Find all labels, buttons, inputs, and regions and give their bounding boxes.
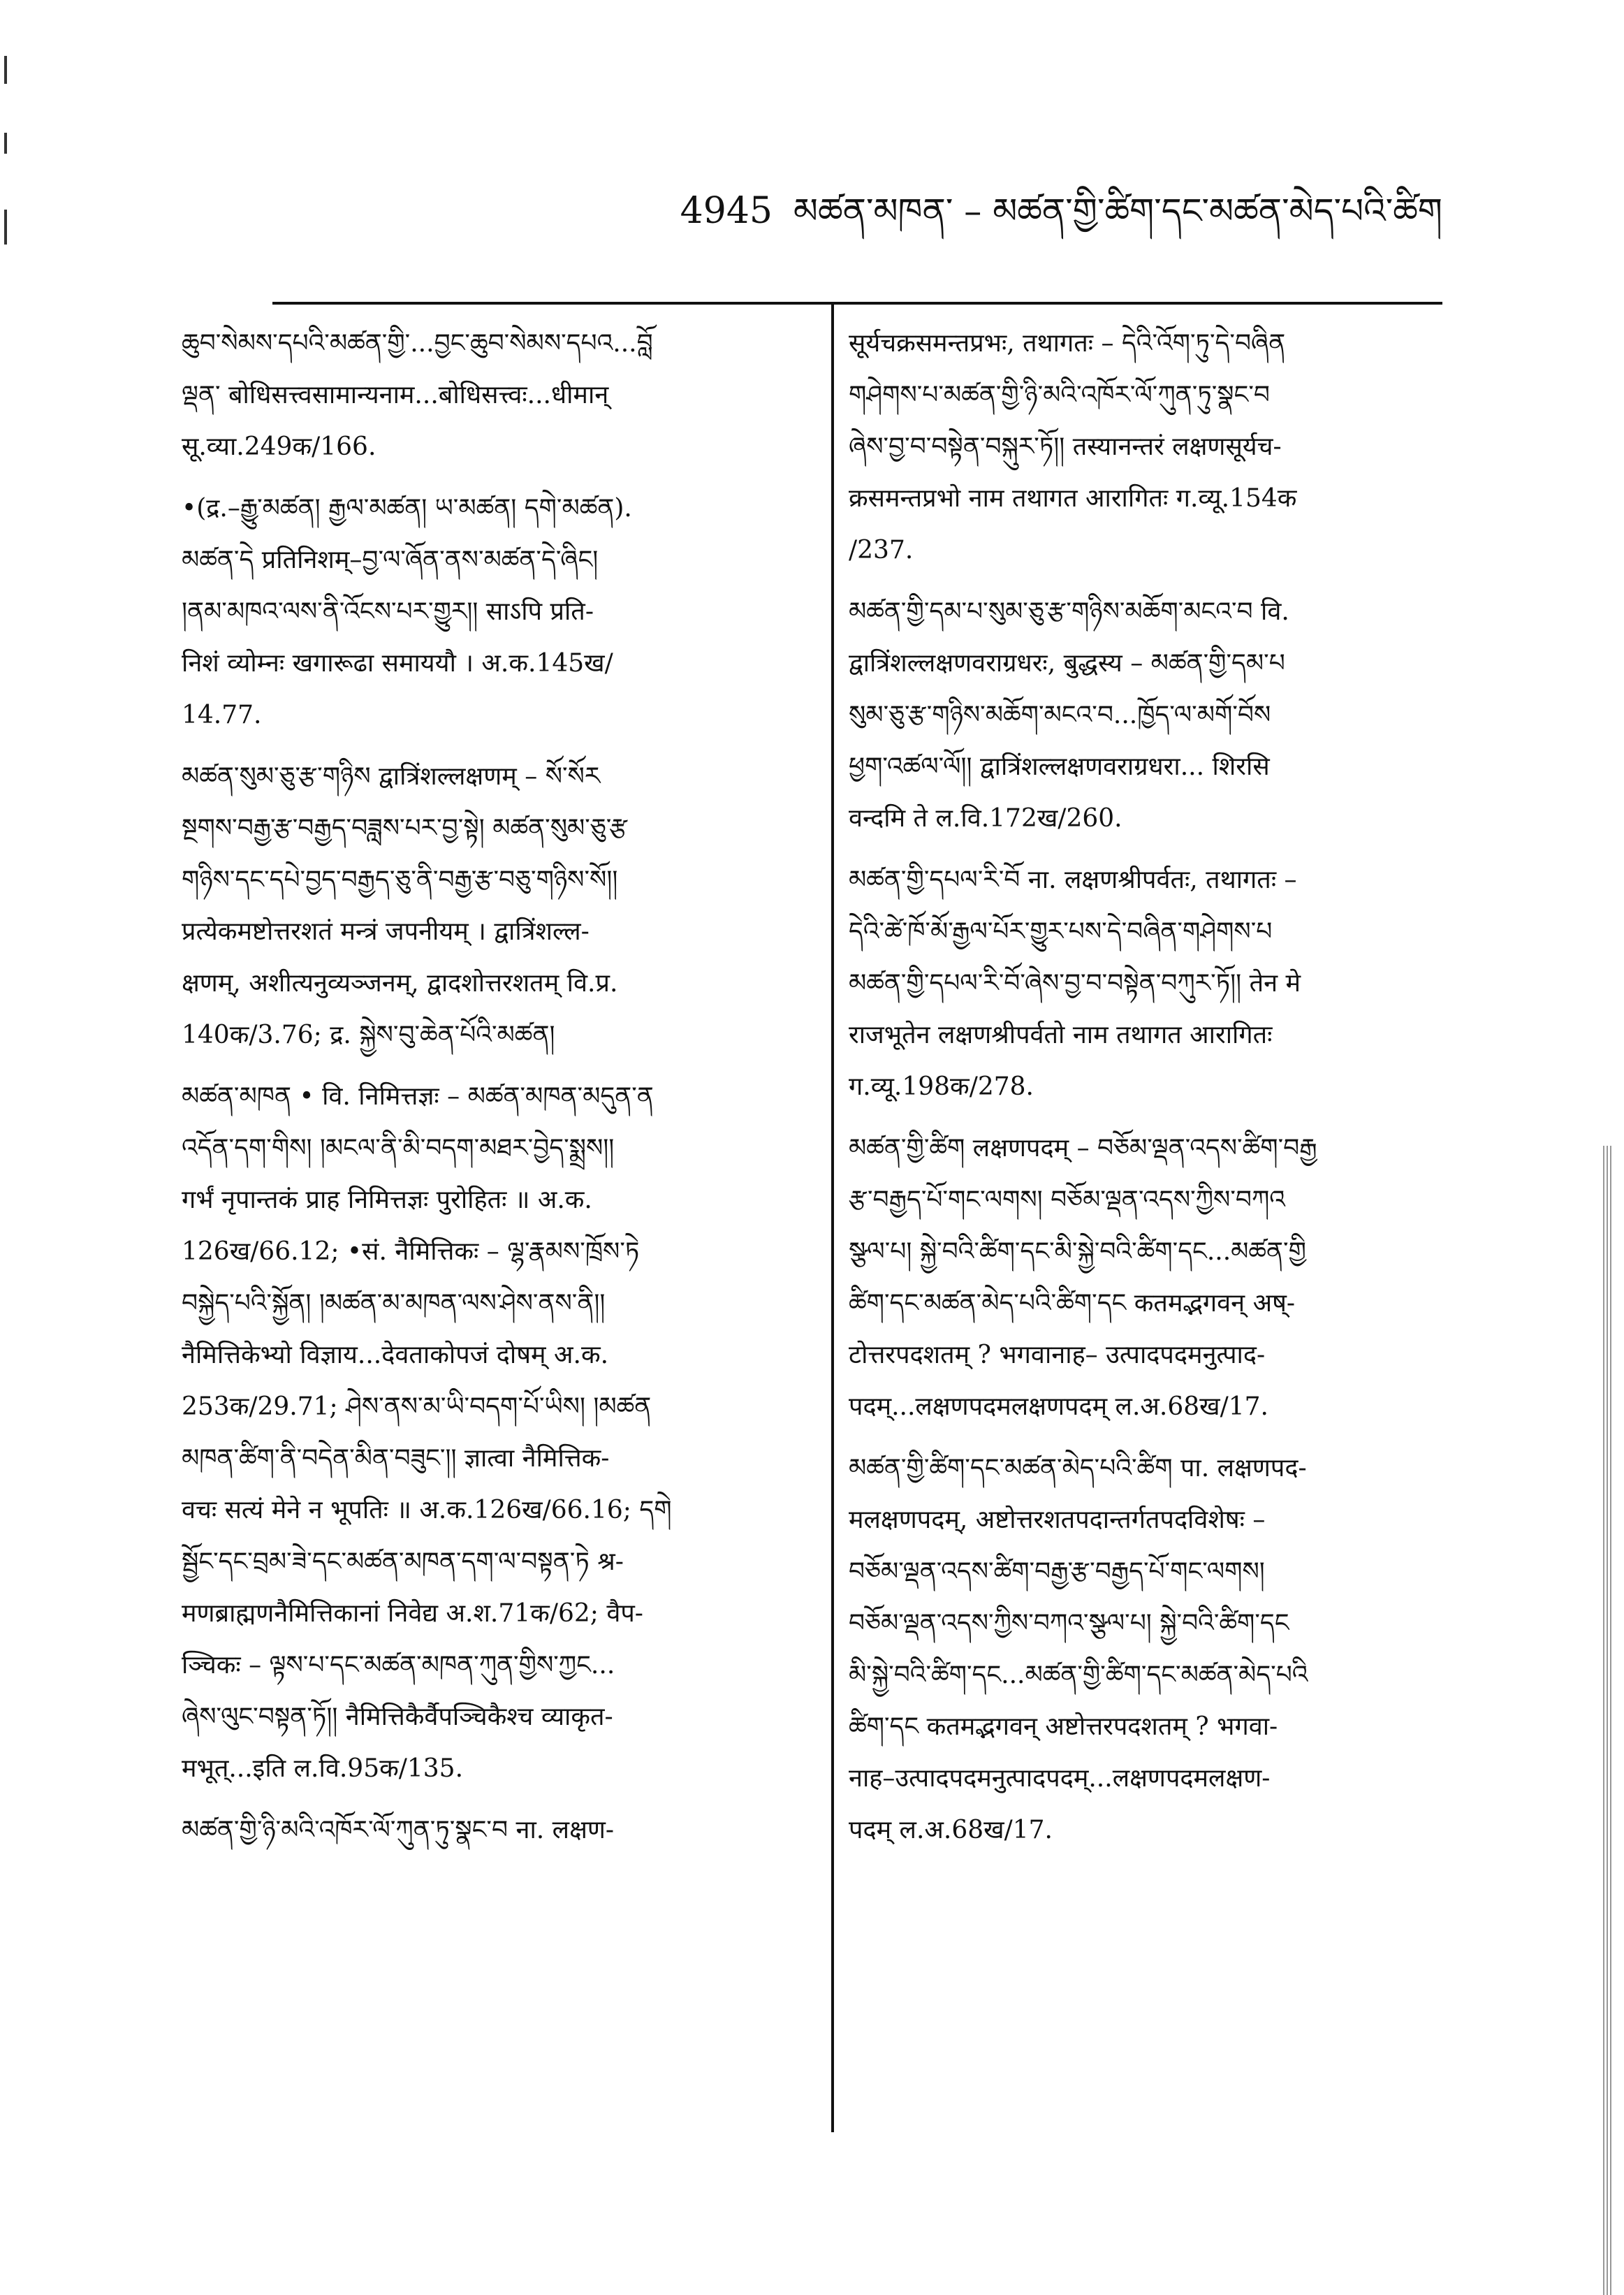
entry-line: ཞེས་ལུང་བསྟན་ཏོ།། नैमित्तिकैर्वैपञ्चिकैश्च व्याकृत- — [182, 1703, 613, 1731]
entry-line: 126ख/66.12; •सं. नैमित्तिकः – ལྷ་རྣམས་ཁྲོས་ཏེ — [182, 1237, 640, 1266]
entry-line: རྩ་བརྒྱད་པོ་གང་ལགས། བཅོམ་ལྡན་འདས་ཀྱིས་བཀའ — [849, 1186, 1285, 1214]
running-header — [680, 190, 1442, 232]
entry-line: पदम्...लक्षणपदमलक्षणपदम् ल.अ.68ख/17. — [849, 1392, 1268, 1421]
entry-line: བསྐྱེད་པའི་སྐྱོན། །མཚན་མ་མཁན་ལས་ཤེས་ནས་ནི།། — [182, 1289, 606, 1318]
entry-line: ཕྱག་འཚལ་ལོ།། द्वात्रिंशल्लक्षणवराग्रधरा... शिरसि — [849, 752, 1270, 781]
dictionary-entry — [182, 483, 810, 741]
entry-line: गर्भं नृपान्तकं प्राह निमित्तज्ञः पुरोहितः ॥ अ.क. — [182, 1186, 592, 1214]
entry-line: वचः सत्यं मेने न भूपतिः ॥ अ.क.126ख/66.16; དགེ — [182, 1496, 672, 1524]
entry-line: སྦྱོང་དང་བྲམ་ཟེ་དང་མཚན་མཁན་དག་ལ་བསྟན་ཏེ श्र- — [182, 1547, 624, 1576]
entry-line: ལྡན་ बोधिसत्त्वसामान्यनाम...बोधिसत्त्वः...धीमान् — [182, 381, 609, 409]
dictionary-entry — [182, 1071, 810, 1795]
entry-line: ཞེས་བྱ་བ་བསྟེན་བསྐུར་ཏོ།། तस्यानन्तरं लक्षणसूर्यच- — [849, 432, 1282, 461]
dictionary-entry — [849, 1443, 1463, 1856]
entry-line: प्रत्येकमष्टोत्तरशतं मन्त्रं जपनीयम् । द्वात्रिंशल्ल- — [182, 917, 590, 946]
entry-line: གཉིས་དང་དཔེ་བྱད་བརྒྱད་ཅུ་ནི་བརྒྱ་རྩ་བཅུ་གཉིས་སོ།། — [182, 866, 618, 894]
entry-line: ཚིག་དང कतमद्भगवन् अष्टोत्तरपदशतम् ? भगवा- — [849, 1712, 1278, 1741]
entry-line: मणब्राह्मणनैमित्तिकानां निवेद्य अ.श.71क/62; वैप- — [182, 1599, 643, 1628]
entry-line: नाह–उत्पादपदमनुत्पादपदम्...लक्षणपदमलक्षण- — [849, 1764, 1271, 1793]
dictionary-entry — [182, 318, 810, 473]
entry-line: མཁན་ཚིག་ནི་བདེན་མིན་བཟུང་།། ज्ञात्वा नैमित्तिक- — [182, 1444, 610, 1473]
dictionary-entry — [182, 751, 810, 1061]
header-rule — [272, 302, 1442, 305]
entry-line: 253क/29.71; ཤེས་ནས་མ་ཡི་བདག་པོ་ཡིས། །མཚན — [182, 1392, 652, 1421]
scan-edge-marks — [0, 0, 13, 279]
entry-line: ञ्चिकः – ལྟས་པ་དང་མཚན་མཁན་ཀུན་གྱིས་ཀྱང... — [182, 1651, 615, 1680]
entry-line: टोत्तरपदशतम् ? भगवानाह– उत्पादपदमनुत्पाद- — [849, 1341, 1266, 1369]
entry-line: བཅོམ་ལྡན་འདས་ཚིག་བརྒྱ་རྩ་བརྒྱད་པོ་གང་ལགས། — [849, 1557, 1265, 1586]
entry-line: राजभूतेन लक्षणश्रीपर्वतो नाम तथागत आरागितः — [849, 1021, 1273, 1049]
dictionary-entry — [849, 586, 1463, 845]
entry-line: निशं व्योम्नः खगारूढा समाययौ । अ.क.145ख/ — [182, 649, 613, 678]
entry-line: क्रसमन्तप्रभो नाम तथागत आरागितः ग.व्यू.154क — [849, 484, 1297, 513]
entry-line: मलक्षणपदम्, अष्टोत्तरशतपदान्तर्गतपदविशेषः – — [849, 1506, 1266, 1534]
entry-line: སུམ་ཅུ་རྩ་གཉིས་མཆོག་མངའ་བ...ཁྱོད་ལ་མགོ་བོས — [849, 701, 1271, 729]
dictionary-entry — [182, 1805, 810, 1856]
entry-line: वन्दमि ते ल.वि.172ख/260. — [849, 804, 1122, 833]
entry-line: སྩལ་པ། སྐྱེ་བའི་ཚིག་དང་མི་སྐྱེ་བའི་ཚིག་དང...མཚན་གྱི — [849, 1237, 1306, 1266]
running-head: མཚན་མཁན་ – མཚན་གྱི་ཚིག་དང་མཚན་མེད་པའི་ཚིག — [793, 191, 1442, 231]
entry-line: पदम् ल.अ.68ख/17. — [849, 1816, 1053, 1844]
entry-line: མཚན་སུམ་ཅུ་རྩ་གཉིས द्वात्रिंशल्लक्षणम् – སོ་སོར — [182, 762, 601, 791]
entry-line: /237. — [849, 536, 914, 564]
entry-line: མཚན་གྱི་དཔལ་རི་བོ་ཞེས་བྱ་བ་བསྟེན་བཀུར་ཏོ།། तेन मे — [849, 969, 1301, 998]
entry-line: सूर्यचक्रसमन्तप्रभः, तथागतः – དེའི་འོག་ཏུ་དེ་བཞིན — [849, 329, 1286, 358]
dictionary-entry — [849, 854, 1463, 1113]
left-column — [182, 318, 810, 1866]
entry-line: མཚན་གྱི་ཚིག लक्षणपदम् – བཅོམ་ལྡན་འདས་ཚིག་བརྒྱ — [849, 1134, 1317, 1163]
entry-line: नैमित्तिकेभ्यो विज्ञाय...देवताकोपजं दोषम् अ.क. — [182, 1341, 609, 1369]
entry-line: མཚན་གྱི་ཚིག་དང་མཚན་མེད་པའི་ཚིག पा. लक्षणपद- — [849, 1454, 1307, 1482]
entry-line: •(द्र.–རྒྱུ་མཚན། རྒྱལ་མཚན། ཡ་མཚན། དགེ་མཚན). — [182, 494, 632, 523]
entry-line: 14.77. — [182, 701, 262, 729]
entry-line: 140क/3.76; द्र. སྐྱེས་བུ་ཆེན་པོའི་མཚན། — [182, 1021, 555, 1049]
entry-line: མཚན་གྱི་དཔལ་རི་བོ ना. लक्षणश्रीपर्वतः, तथागतः – — [849, 866, 1297, 894]
entry-line: सू.व्या.249क/166. — [182, 432, 376, 461]
entry-line: གཤེགས་པ་མཚན་གྱི་ཉི་མའི་འཁོར་ལོ་ཀུན་ཏུ་སྣང་བ — [849, 381, 1270, 409]
entry-line: द्वात्रिंशल्लक्षणवराग्रधरः, बुद्धस्य – མཚན་གྱི་དམ་པ — [849, 649, 1285, 678]
entry-line: ཆུབ་སེམས་དཔའི་མཚན་གྱི་...བྱང་ཆུབ་སེམས་དཔའ...བློ — [182, 329, 653, 358]
entry-line: མི་སྐྱེ་བའི་ཚིག་དང...མཚན་གྱི་ཚིག་དང་མཚན་མེད་པའི — [849, 1661, 1308, 1689]
entry-line: མཚན་མཁན • वि. निमित्तज्ञः – མཚན་མཁན་མདུན་ན — [182, 1082, 654, 1111]
scan-right-edge — [1603, 1146, 1611, 2295]
dictionary-entry — [849, 318, 1463, 576]
entry-line: ཚིག་དང་མཚན་མེད་པའི་ཚིག་དང कतमद्भगवन् अष्- — [849, 1289, 1296, 1318]
entry-line: དེའི་ཚེ་ཁོ་མོ་རྒྱལ་པོར་གྱུར་པས་དེ་བཞིན་གཤེགས་པ — [849, 917, 1273, 946]
entry-line: བཅོམ་ལྡན་འདས་ཀྱིས་བཀའ་སྩལ་པ། སྐྱེ་བའི་ཚིག་དང — [849, 1609, 1289, 1638]
page-number: 4945 — [680, 190, 773, 232]
entry-line: སྔགས་བརྒྱ་རྩ་བརྒྱད་བཟླས་པར་བྱ་སྟེ། མཚན་སུམ་ཅུ་རྩ — [182, 814, 627, 843]
entry-line: མཚན་དེ प्रतिनिशम्–བྱ་ལ་ཞོན་ནས་མཚན་དེ་ཞིང། — [182, 546, 599, 574]
right-column — [849, 318, 1463, 1866]
entry-line: मभूत्...इति ल.वि.95क/135. — [182, 1754, 464, 1783]
entry-line: མཚན་གྱི་ཉི་མའི་འཁོར་ལོ་ཀུན་ཏུ་སྣང་བ ना. लक्षण- — [182, 1816, 615, 1844]
column-divider — [831, 302, 834, 2132]
entry-line: འདོན་དག་གིས། །མངལ་ནི་མི་བདག་མཐར་བྱེད་སྨྲས།། — [182, 1134, 615, 1163]
entry-line: ग.व्यू.198क/278. — [849, 1072, 1034, 1101]
entry-line: །ནམ་མཁའ་ལས་ནི་འོངས་པར་གྱུར།། साऽपि प्रति- — [182, 597, 594, 626]
entry-line: क्षणम्, अशीत्यनुव्यञ्जनम्, द्वादशोत्तरशतम् वि.प्र. — [182, 969, 618, 998]
entry-line: མཚན་གྱི་དམ་པ་སུམ་ཅུ་རྩ་གཉིས་མཆོག་མངའ་བ वि. — [849, 597, 1289, 626]
dictionary-entry — [849, 1123, 1463, 1433]
